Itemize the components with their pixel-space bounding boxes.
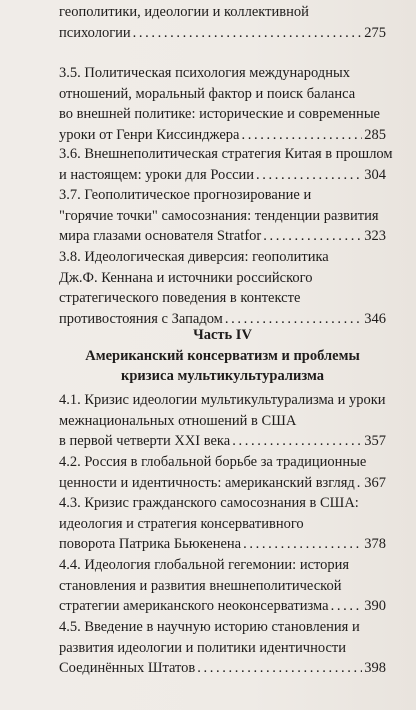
toc-entry-last-line	[59, 473, 386, 494]
toc-entry-last-line	[59, 658, 386, 679]
dot-leader	[263, 226, 362, 247]
toc-entry-text: поворота Патрика Бьюкенена	[59, 536, 242, 553]
toc-entry-4-3[interactable]	[59, 493, 386, 555]
dot-leader	[241, 125, 362, 146]
toc-entry-3-5[interactable]	[59, 63, 386, 146]
toc-entry-last-line	[59, 226, 386, 247]
toc-entry-text: 4.2. Россия в глобальной борьбе за традиционные	[59, 454, 367, 470]
toc-entry-text: 3.8. Идеологическая диверсия: геополитика	[59, 249, 329, 265]
toc-entry-text: становления и развития внешнеполитической	[59, 577, 342, 594]
toc-entry-3-7[interactable]	[59, 185, 386, 247]
toc-entry-text: 4.1. Кризис идеологии мультикультурализма и уроки	[59, 392, 386, 408]
toc-entry-3-6[interactable]	[59, 144, 393, 185]
page-number: 357	[364, 433, 386, 450]
page-number: 390	[364, 598, 386, 615]
toc-entry-text: 3.5. Политическая психология международных	[59, 65, 350, 81]
toc-entry-text: ценности и идентичность: американский взгляд	[59, 474, 355, 491]
toc-entry-last-line	[59, 125, 386, 146]
toc-entry-4-1[interactable]	[59, 390, 386, 452]
part-iv-heading	[59, 325, 386, 387]
toc-entry-last-line	[59, 23, 386, 44]
dot-leader	[331, 596, 363, 617]
toc-entry-text: в первой четверти XXI века	[59, 433, 231, 450]
toc-entry-text: Дж.Ф. Кеннана и источники российского	[59, 269, 313, 286]
dot-leader	[197, 658, 362, 679]
toc-entry-text: отношений, моральный фактор и поиск баланса	[59, 85, 356, 102]
toc-entry-last-line	[59, 534, 386, 555]
page-number: 367	[364, 474, 386, 491]
toc-entry-4-2[interactable]	[59, 452, 386, 493]
toc-entry-3-8[interactable]	[59, 247, 386, 330]
page-number: 346	[364, 311, 386, 328]
toc-entry-text: 3.7. Геополитическое прогнозирование и	[59, 187, 312, 203]
toc-entry-4-4[interactable]	[59, 555, 386, 617]
dot-leader	[133, 23, 363, 44]
toc-entry-text: стратегии американского неоконсерватизма	[59, 598, 329, 615]
page-number: 275	[364, 24, 386, 41]
toc-entry-last-line	[59, 165, 386, 186]
dot-leader	[357, 473, 362, 494]
toc-entry-3-4[interactable]	[59, 2, 386, 43]
part-label: Часть IV	[193, 327, 252, 343]
toc-entry-last-line	[59, 431, 386, 452]
toc-entry-text: межнациональных отношений в США	[59, 412, 297, 429]
toc-entry-text: во внешней политике: исторические и современные	[59, 106, 380, 123]
toc-entry-text: 3.6. Внешнеполитическая стратегия Китая в прошлом	[59, 146, 393, 162]
toc-entry-text: "горячие точки" самосознания: тенденции развития	[59, 207, 379, 224]
toc-entry-text: стратегического поведения в контексте	[59, 290, 301, 307]
toc-entry-text: геополитики, идеологии и коллективной	[59, 4, 309, 20]
page-number: 378	[364, 536, 386, 553]
dot-leader	[243, 534, 362, 555]
toc-entry-text: 4.5. Введение в научную историю становления и	[59, 619, 360, 635]
page-number: 398	[364, 660, 386, 677]
toc-entry-4-5[interactable]	[59, 617, 386, 679]
toc-entry-text: Соединённых Штатов	[59, 660, 196, 677]
toc-entry-text: мира глазами основателя Stratfor	[59, 228, 262, 245]
dot-leader	[232, 431, 362, 452]
toc-entry-text: противостояния с Западом	[59, 311, 223, 328]
toc-entry-text: идеология и стратегия консервативного	[59, 515, 304, 532]
page-number: 304	[364, 166, 386, 183]
page-number: 285	[364, 127, 386, 144]
toc-entry-text: 4.3. Кризис гражданского самосознания в США:	[59, 495, 359, 511]
toc-entry-text: психологии	[59, 24, 131, 41]
dot-leader	[256, 165, 362, 186]
page-number: 323	[364, 228, 386, 245]
toc-entry-text: 4.4. Идеология глобальной гегемонии: история	[59, 557, 350, 573]
part-title: кризиса мультикультурализма	[121, 368, 324, 385]
toc-entry-text: уроки от Генри Киссинджера	[59, 127, 240, 144]
toc-entry-last-line	[59, 596, 386, 617]
toc-entry-text: развития идеологии и политики идентичности	[59, 639, 346, 656]
toc-entry-text: и настоящем: уроки для России	[59, 166, 255, 183]
part-title: Американский консерватизм и проблемы	[85, 347, 360, 364]
